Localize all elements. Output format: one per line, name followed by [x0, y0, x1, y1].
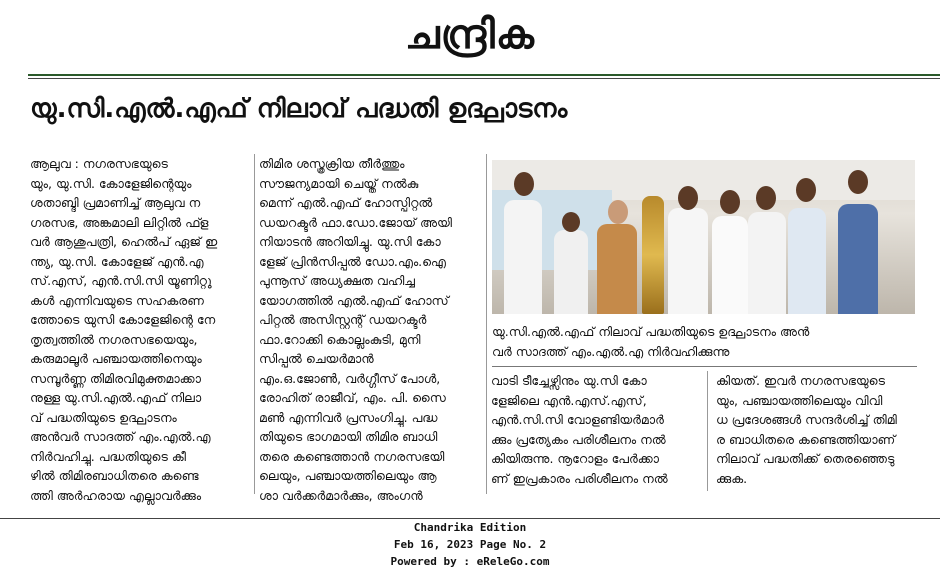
article-text-line: നുള്ള യു.സി.എൽ.എഫ് നിലാ — [30, 390, 202, 405]
article-text-line: തരെ കണ്ടെത്താൻ നഗരസഭയി — [259, 448, 445, 464]
column-divider — [486, 154, 487, 494]
photo-caption — [492, 322, 917, 362]
article-text-line: എം.ഒ.ജോൺ, വർഗ്ഗീസ് പോൾ, — [259, 370, 441, 386]
article-photo — [492, 160, 915, 314]
article-text-line: ളേജിലെ എൻ.എസ്.എസ്, — [491, 392, 647, 408]
caption-line: യു.സി.എൽ.എഫ് നിലാവ് പദ്ധതിയുടെ ഉദ്ഘാടനം അൻ — [492, 324, 810, 339]
article-text-line: പിറ്റൽ അസിസ്റ്റന്റ് ഡയറക്ടർ — [259, 312, 427, 327]
article-text-line: വർ ആശുപത്രി, ഹെൽപ് ഏജ് ഇ — [30, 234, 218, 249]
article-text-line: സൗജന്യമായി ചെയ്ത് നൽകു — [259, 175, 419, 191]
article-text-line: ഫാ.റോക്കി കൊല്ലംകുടി, മുനി — [259, 331, 421, 347]
article-text-line: തൃത്വത്തിൽ നഗരസഭയെയും, — [30, 331, 198, 347]
article-text-line: ഗരസഭ, അങ്കമാലി ലിറ്റിൽ ഫ്ള — [30, 214, 209, 230]
masthead-rule-thin — [28, 78, 940, 79]
article-text-line: ത്തോടെ യുസി കോളേജിന്റെ നേ — [30, 312, 216, 327]
article-text-line: സിപ്പൽ ചെയർമാൻ — [259, 351, 374, 366]
article-text-line: തിയുടെ ഭാഗമായി തിമിര ബാധി — [259, 429, 438, 444]
article-text-line: സ്.എസ്, എൻ.സി.സി യൂണിറ്റു — [30, 273, 212, 288]
article-text-line: ഴിൽ തിമിരബാധിതരെ കണ്ടെ — [30, 468, 199, 483]
article-text-line: കിയത്. ഇവർ നഗരസഭയുടെ — [716, 373, 885, 388]
article-text-line: ക്കും പ്രത്യേകം പരിശീലനം നൽ — [491, 431, 666, 447]
article-text-line: മെന്ന് എൽ.എഫ് ഹോസ്പിറ്റൽ — [259, 195, 433, 210]
article-text-line: നിയാടൻ അറിയിച്ചു. യു.സി കോ — [259, 234, 441, 249]
article-text-line: അൻവർ സാദത്ത് എം.എൽ.എ — [30, 429, 211, 444]
footer-powered-by: Powered by : eReleGo.com — [390, 555, 550, 568]
article-text-line: ത്തി അർഹരായ എല്ലാവർക്കും — [30, 487, 202, 503]
article-text-line: മൺ എന്നിവർ പ്രസംഗിച്ചു. പദ്ധ — [259, 409, 438, 425]
article-text-line: എൻ.സി.സി വോളണ്ടിയർമാർ — [491, 412, 664, 427]
article-column-4 — [716, 371, 921, 488]
article-text-line: നിർവഹിച്ചു. പദ്ധതിയുടെ കീ — [30, 448, 186, 464]
article-text-line: ര ബാധിതരെ കണ്ടെത്തിയാണ് — [716, 431, 896, 447]
article-text-line: നിലാവ് പദ്ധതിക്ക് തെരഞ്ഞെടു — [716, 451, 895, 466]
article-text-line: യും, പഞ്ചായത്തിലെയും വിവി — [716, 392, 883, 408]
article-text-line: ന്ത്യ, യു.സി. കോളേജ് എൻ.എ — [30, 253, 204, 269]
article-text-line: ആലുവ : നഗരസഭയുടെ — [30, 156, 168, 171]
article-text-line: ശാ വർക്കർമാർക്കും, അംഗൻ — [259, 487, 423, 503]
article-text-line: തിമിര ശസ്ത്രക്രിയ തീർത്തും — [259, 156, 405, 171]
article-column-3 — [491, 371, 701, 488]
column-divider — [707, 371, 708, 491]
article-text-line: ലെയും, പഞ്ചായത്തിലെയും ആ — [259, 468, 437, 483]
article-text-line: കൾ എന്നിവയുടെ സഹകരണ — [30, 292, 204, 308]
article-text-line: ഡയറക്ടർ ഫാ.ഡോ.ജോയ് അയി — [259, 214, 452, 230]
article-text-line: യോഗത്തിൽ എൽ.എഫ് ഹോസ് — [259, 292, 449, 308]
article-text-line: ശതാബ്ദി പ്രമാണിച്ച് ആലുവ ന — [30, 195, 201, 210]
article-text-line: വ് പദ്ധതിയുടെ ഉദ്ഘാടനം — [30, 409, 177, 425]
article-text-line: രോഹിത് രാജീവ്, എം. പി. സൈ — [259, 390, 446, 405]
article-text-line: പുന്നൂസ് അധ്യക്ഷത വഹിച്ച — [259, 273, 415, 288]
caption-divider — [492, 366, 917, 367]
article-text-line: കിയിരുന്നു. നൂറോളം പേർക്കാ — [491, 451, 659, 466]
article-text-line: വാടി ടീച്ചേഴ്സിനും യു.സി കോ — [491, 373, 647, 388]
footer-rule — [0, 518, 940, 519]
masthead-rule — [28, 74, 940, 76]
newspaper-masthead: ചന്ദ്രിക — [405, 12, 535, 58]
article-text-line: ക്കുക. — [716, 470, 748, 486]
article-text-line: യും, യു.സി. കോളേജിന്റെയും — [30, 175, 192, 191]
column-divider — [254, 154, 255, 494]
article-text-line: ളേജ് പ്രിൻസിപ്പൽ ഡോ.എം.ഐ — [259, 253, 446, 269]
article-headline: യു.സി.എൽ.എഫ് നിലാവ് പദ്ധതി ഉദ്ഘാടനം — [30, 94, 568, 124]
footer-date-page: Feb 16, 2023 Page No. 2 — [393, 538, 547, 551]
article-column-1 — [30, 154, 252, 505]
article-text-line: ണ് ഇപ്രകാരം പരിശീലനം നൽ — [491, 470, 668, 486]
caption-line: വർ സാദത്ത് എം.എൽ.എ നിർവഹിക്കുന്നു — [492, 344, 730, 359]
article-text-line: കരുമാലൂർ പഞ്ചായത്തിനെയും — [30, 351, 202, 366]
article-column-2 — [259, 154, 481, 505]
article-text-line: ധ പ്രദേശങ്ങൾ സന്ദർശിച്ച് തിമി — [716, 412, 897, 427]
footer-edition: Chandrika Edition — [413, 521, 527, 534]
article-text-line: സമ്പൂർണ്ണ തിമിരവിമുക്തമാക്കാ — [30, 370, 201, 386]
